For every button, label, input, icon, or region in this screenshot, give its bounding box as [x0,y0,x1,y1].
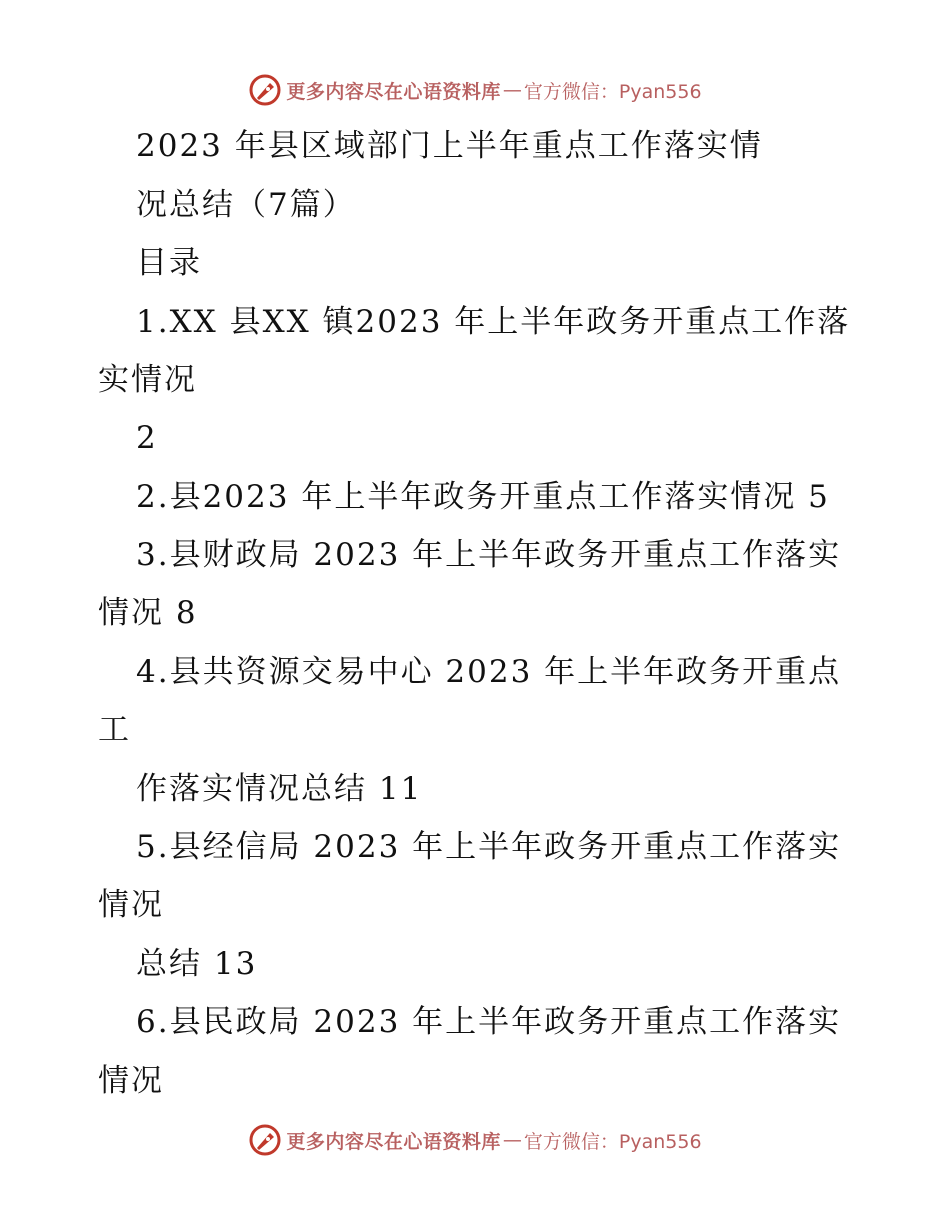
watermark-dash: — [502,79,522,101]
toc-line: 4.县共资源交易中心 2023 年上半年政务开重点 [136,654,842,690]
watermark-contact: 官方微信：Pyan556 [523,80,702,103]
toc-line: 2.县2023 年上半年政务开重点工作落实情况 5 [136,479,830,515]
toc-line: 5.县经信局 2023 年上半年政务开重点工作落实 [136,829,842,865]
toc-line: 实情况 [98,362,197,398]
toc-line: 1.XX 县XX 镇2023 年上半年政务开重点工作落 [136,304,851,340]
toc-line: 3.县财政局 2023 年上半年政务开重点工作落实 [136,537,842,573]
watermark-contact: 官方微信：Pyan556 [523,1130,702,1153]
watermark-banner-top [0,70,950,110]
toc-line: 情况 [98,887,164,923]
watermark-text: 更多内容尽在心语资料库 [286,80,501,103]
pen-nib-logo-icon [248,73,282,107]
watermark-banner-bottom [0,1120,950,1160]
toc-line: 6.县民政局 2023 年上半年政务开重点工作落实 [136,1004,842,1040]
document-title-line-1: 2023 年县区域部门上半年重点工作落实情 [136,128,763,164]
toc-line: 工 [98,712,131,748]
document-title-line-2: 况总结（7篇） [136,187,356,223]
toc-line: 情况 [98,1063,164,1099]
watermark-dash: — [502,1129,522,1151]
watermark-text: 更多内容尽在心语资料库 [286,1130,501,1153]
toc-line: 情况 8 [98,595,198,631]
pen-nib-logo-icon [248,1123,282,1157]
toc-line: 作落实情况总结 11 [136,771,423,807]
toc-line: 总结 13 [136,946,258,982]
toc-line: 2 [136,420,158,456]
toc-heading: 目录 [136,245,202,281]
